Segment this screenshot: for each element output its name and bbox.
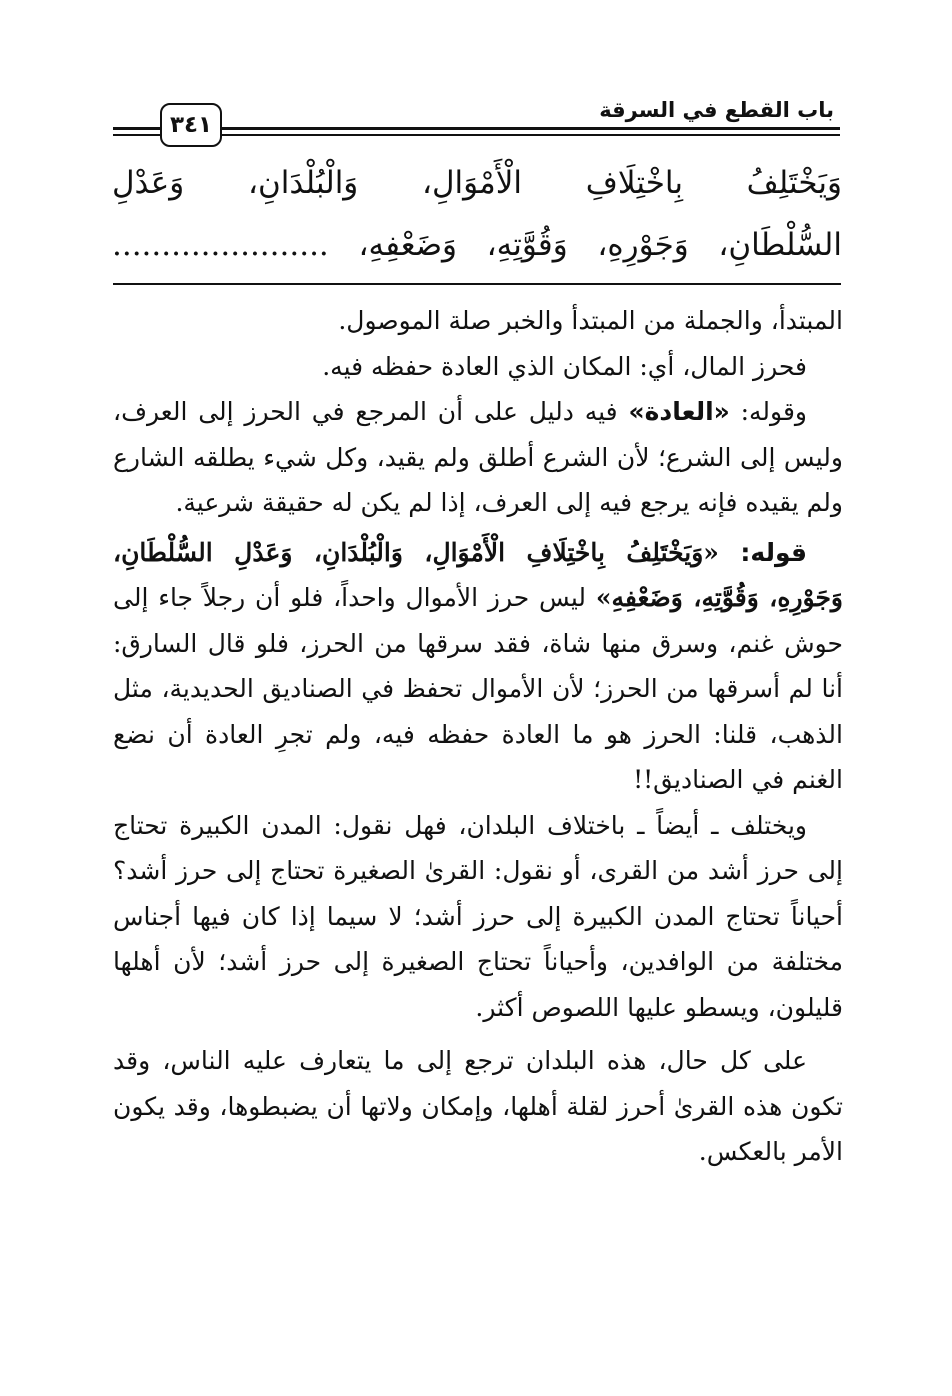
matn-divider — [113, 283, 841, 285]
commentary-paragraph-3 — [113, 389, 843, 526]
commentary-paragraph-1: المبتدأ، والجملة من المبتدأ والخبر صلة الموصول. — [338, 306, 843, 335]
matn-line-2: السُّلْطَانِ، وَجَوْرِهِ، وَقُوَّتِهِ، وَضَعْفِهِ، ...................... — [112, 227, 842, 263]
commentary-paragraph-3-body: فيه دليل على أن المرجع في الحرز إلى العرف، وليس إلى الشرع؛ لأن الشرع أطلق ولم يقيد، وكل شيء يطلقه الشارع ولم يقيده فإنه يرجع فيه إلى العرف، إذا لم يكن له حقيقة شرعية. — [113, 397, 843, 517]
commentary-paragraph-5: ويختلف ـ أيضاً ـ باختلاف البلدان، فهل نقول: المدن الكبيرة تحتاج إلى حرز أشد من القرى، أو نقول: القرىٰ الصغيرة تحتاج إلى حرز أشد؟ أحياناً تحتاج المدن الكبيرة إلى حرز أشد؛ لا سيما إذا كان فيها أجناس مختلفة من الوافدين، وأحياناً تحتاج الصغيرة إلى حرز أشد؛ لأن أهلها قليلون، ويسطو عليها اللصوص أكثر. — [113, 810, 843, 1022]
quote-intro: وقوله: — [729, 397, 807, 426]
quoted-keyword: «العادة» — [628, 397, 730, 426]
matn-text — [112, 152, 842, 276]
qawluhu-label: قوله: — [718, 537, 808, 567]
commentary-text — [113, 298, 843, 1175]
commentary-paragraph-4 — [113, 530, 843, 803]
commentary-paragraph-6: على كل حال، هذه البلدان ترجع إلى ما يتعارف عليه الناس، وقد تكون هذه القرىٰ أحرز لقلة أهلها، وإمكان ولاتها أن يضبطوها، وقد يكون الأمر بالعكس. — [113, 1046, 843, 1166]
running-head-title: باب القطع في السرقة — [599, 98, 834, 122]
page-number-box — [160, 103, 222, 147]
header-double-rule-right — [222, 127, 840, 136]
matn-quote: «وَيَخْتَلِفُ بِاخْتِلَافِ الْأَمْوَالِ، وَالْبُلْدَانِ، وَعَدْلِ السُّلْطَانِ، وَجَوْرِهِ، وَقُوَّتِهِ، وَضَعْفِهِ» — [113, 537, 843, 612]
commentary-paragraph-4-body: ليس حرز الأموال واحداً، فلو أن رجلاً جاء إلى حوش غنم، وسرق منها شاة، فقد سرقها من الحرز، فلو قال السارق: أنا لم أسرقها من الحرز؛ لأن الأموال تحفظ في الصناديق الحديدية، مثل الذهب، قلنا: الحرز هو ما العادة حفظه فيه، ولم تجرِ العادة أن نضع الغنم في الصناديق!! — [113, 583, 843, 794]
commentary-paragraph-2: فحرز المال، أي: المكان الذي العادة حفظه فيه. — [322, 351, 807, 381]
header-double-rule-left — [113, 127, 161, 136]
matn-line-1: وَيَخْتَلِفُ بِاخْتِلَافِ الْأَمْوَالِ، وَالْبُلْدَانِ، وَعَدْلِ — [112, 165, 842, 201]
page-number: ٣٤١ — [169, 112, 213, 138]
